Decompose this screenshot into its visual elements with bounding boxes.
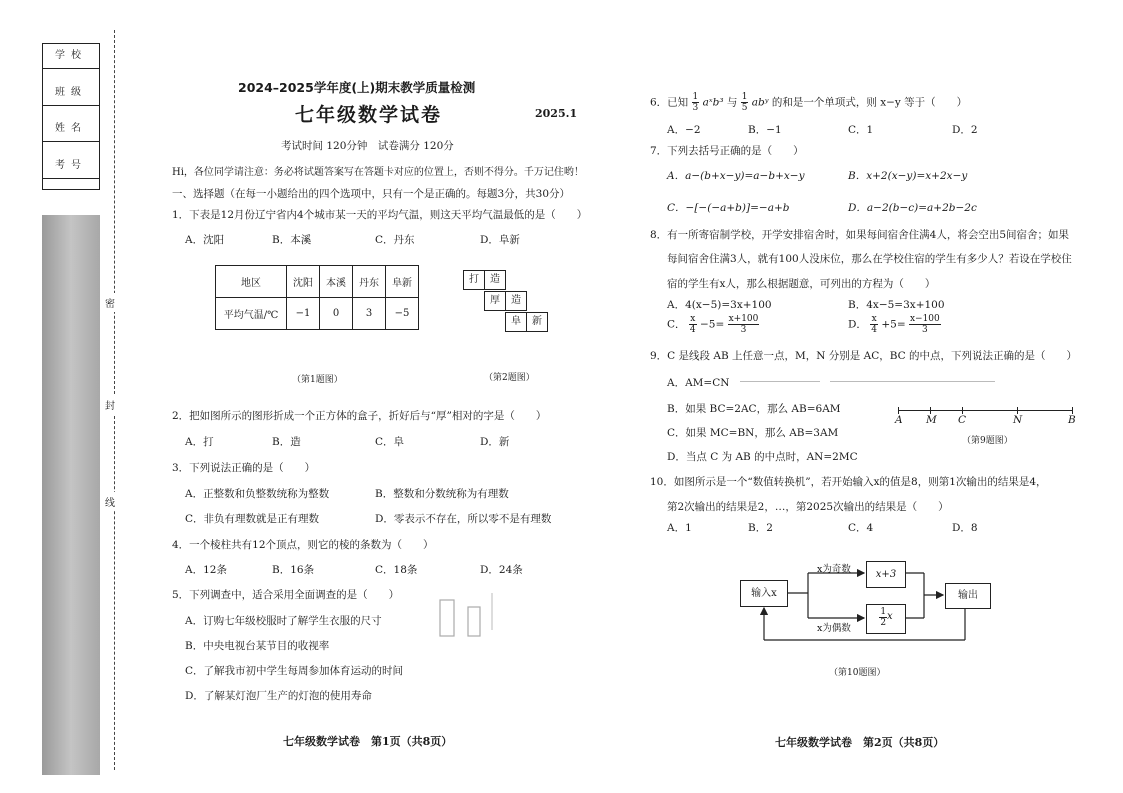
q5-option-d: D．了解某灯泡厂生产的灯泡的使用寿命 bbox=[185, 690, 372, 702]
net-cell: 打 bbox=[463, 270, 485, 290]
q1-stem: 1．下表是12月份辽宁省内4个城市某一天的平均气温，则这天平均气温最低的是（ ） bbox=[172, 209, 588, 221]
q7-option-a: A．a−(b+x−y)=a−b+x−y bbox=[667, 170, 805, 182]
q6-option-b: B．−1 bbox=[748, 124, 782, 136]
q3-stem: 3．下列说法正确的是（ ） bbox=[172, 462, 316, 474]
q6-option-d: D．2 bbox=[952, 124, 978, 136]
table-header: 沈阳 bbox=[287, 266, 320, 298]
net-cell: 造 bbox=[505, 291, 527, 311]
flow-output-box: 输出 bbox=[945, 583, 991, 609]
q7-option-d: D．a−2(b−c)=a+2b−2c bbox=[848, 202, 977, 214]
q6-stem: 6．已知 $\frac{1}{3}$ aˣb³ 与 $\frac{1}{5}$ abʸ 的和是一个单项式，则 x−y 等于（ ） bbox=[650, 92, 968, 113]
q10-option-b: B．2 bbox=[748, 522, 773, 534]
field-exam-number: 考号 bbox=[55, 160, 87, 171]
table-header: 地区 bbox=[216, 266, 287, 298]
net-cell: 造 bbox=[484, 270, 506, 290]
q2-option-c: C．阜 bbox=[375, 436, 405, 448]
flow-even-label: x为偶数 bbox=[817, 623, 851, 634]
net-cell: 厚 bbox=[484, 291, 506, 311]
q9-option-a: A．AM=CN bbox=[667, 377, 730, 389]
q9-option-b: B．如果 BC=2AC，那么 AB=6AM bbox=[667, 403, 841, 415]
q1-option-a: A．沈阳 bbox=[185, 234, 225, 246]
field-name: 姓名 bbox=[43, 117, 99, 142]
q8-line-1: 8．有一所寄宿制学校，开学安排宿舍时，如果每间宿舍住满4人，将会空出5间宿舍；如果 bbox=[650, 229, 1070, 241]
q4-option-c: C．18条 bbox=[375, 564, 418, 576]
q4-option-b: B．16条 bbox=[272, 564, 315, 576]
q1-option-b: B．本溪 bbox=[272, 234, 312, 246]
exam-name: 2024–2025学年度(上)期末教学质量检测 bbox=[238, 80, 476, 95]
q5-option-c: C．了解我市初中学生每周参加体育运动的时间 bbox=[185, 665, 404, 677]
q1-caption: （第1题图） bbox=[292, 375, 343, 385]
table-cell: 3 bbox=[353, 298, 386, 330]
q2-option-b: B．造 bbox=[272, 436, 301, 448]
point-b: B bbox=[1068, 414, 1076, 426]
q2-option-a: A．打 bbox=[185, 436, 214, 448]
q10-option-a: A．1 bbox=[667, 522, 692, 534]
flow-even-op: $\frac{1}{2}$ x bbox=[866, 604, 906, 634]
binding-strip bbox=[42, 215, 100, 775]
temperature-table bbox=[215, 265, 419, 330]
scan-artifact bbox=[740, 381, 820, 382]
q2-caption: （第2题图） bbox=[484, 373, 535, 383]
q3-option-c: C．非负有理数就是正有理数 bbox=[185, 513, 320, 525]
table-cell: −1 bbox=[287, 298, 320, 330]
time-info: 考试时间 120分钟 试卷满分 120分 bbox=[281, 140, 454, 152]
q5-option-b: B．中央电视台某节目的收视率 bbox=[185, 640, 330, 652]
seal-char-mi: 密 bbox=[105, 293, 115, 312]
q10-line-2: 第2次输出的结果是2，…，第2025次输出的结果是（ ） bbox=[667, 501, 949, 513]
q3-option-d: D．零表示不存在，所以零不是有理数 bbox=[375, 513, 552, 525]
scan-artifact bbox=[830, 381, 995, 382]
flow-input-box: 输入x bbox=[740, 580, 788, 607]
table-header: 阜新 bbox=[386, 266, 419, 298]
q8-option-c: C． $\frac{x}{4}$ −5= $\frac{x+100}{3}$ bbox=[667, 314, 759, 335]
net-cell: 新 bbox=[526, 312, 548, 332]
section-title: 一、选择题（在每一小题给出的四个选项中，只有一个是正确的。每题3分，共30分） bbox=[172, 188, 571, 200]
q2-option-d: D．新 bbox=[480, 436, 510, 448]
q6-option-c: C．1 bbox=[848, 124, 874, 136]
q1-option-c: C．丹东 bbox=[375, 234, 415, 246]
table-header: 丹东 bbox=[353, 266, 386, 298]
q10-option-c: C．4 bbox=[848, 522, 874, 534]
q7-option-c: C．−[−(−a+b)]=−a+b bbox=[667, 202, 790, 214]
table-cell: −5 bbox=[386, 298, 419, 330]
field-class: 班级 bbox=[43, 81, 99, 106]
point-n: N bbox=[1013, 414, 1023, 426]
q8-option-a: A．4(x−5)=3x+100 bbox=[667, 299, 772, 311]
point-m: M bbox=[926, 414, 937, 426]
q8-line-2: 每间宿舍住满3人，就有100人没床位，那么在学校住宿的学生有多少人？若设在学校住 bbox=[667, 253, 1072, 265]
q4-option-d: D．24条 bbox=[480, 564, 523, 576]
point-a: A bbox=[895, 414, 903, 426]
q8-option-d: D． $\frac{x}{4}$ +5= $\frac{x-100}{3}$ bbox=[848, 314, 940, 335]
q8-line-3: 宿的学生有x人，那么根据题意，可列出的方程为（ ） bbox=[667, 278, 936, 290]
q9-option-d: D．当点 C 为 AB 的中点时，AN=2MC bbox=[667, 451, 858, 463]
q3-option-a: A．正整数和负整数统称为整数 bbox=[185, 488, 330, 500]
q10-caption: （第10题图） bbox=[829, 668, 886, 678]
bleed-through-marks bbox=[430, 585, 520, 640]
q4-stem: 4．一个棱柱共有12个顶点，则它的棱的条数为（ ） bbox=[172, 539, 434, 551]
q8-option-b: B．4x−5=3x+100 bbox=[848, 299, 945, 311]
q1-option-d: D．阜新 bbox=[480, 234, 520, 246]
flow-odd-label: x为奇数 bbox=[817, 564, 851, 575]
q7-stem: 7．下列去括号正确的是（ ） bbox=[650, 145, 804, 157]
flow-odd-op: x+3 bbox=[866, 561, 906, 588]
q2-stem: 2．把如图所示的图形折成一个正方体的盒子，折好后与“厚”相对的字是（ ） bbox=[172, 410, 547, 422]
student-info-box bbox=[42, 43, 100, 190]
notice: Hi，各位同学请注意：务必将试题答案写在答题卡对应的位置上，否则不得分。千万记住哟！ bbox=[172, 167, 584, 178]
point-c: C bbox=[958, 414, 967, 426]
q9-stem: 9．C 是线段 AB 上任意一点，M，N 分别是 AC，BC 的中点，下列说法正确的是（ ） bbox=[650, 350, 1078, 362]
seal-char-feng: 封 bbox=[105, 395, 115, 414]
net-cell: 阜 bbox=[505, 312, 527, 332]
q3-option-b: B．整数和分数统称为有理数 bbox=[375, 488, 509, 500]
table-cell: 0 bbox=[320, 298, 353, 330]
q5-stem: 5．下列调查中，适合采用全面调查的是（ ） bbox=[172, 589, 400, 601]
q7-option-b: B．x+2(x−y)=x+2x−y bbox=[848, 170, 968, 182]
q5-option-a: A．订购七年级校服时了解学生衣服的尺寸 bbox=[185, 615, 382, 627]
q10-line-1: 10．如图所示是一个“数值转换机”，若开始输入x的值是8，则第1次输出的结果是4， bbox=[650, 476, 1047, 488]
field-school: 学校 bbox=[43, 44, 99, 69]
q4-option-a: A．12条 bbox=[185, 564, 227, 576]
table-header: 本溪 bbox=[320, 266, 353, 298]
page-title: 七年级数学试卷 bbox=[295, 104, 443, 126]
footer-page-2: 七年级数学试卷 第2页（共8页） bbox=[775, 736, 945, 749]
q10-option-d: D．8 bbox=[952, 522, 978, 534]
footer-page-1: 七年级数学试卷 第1页（共8页） bbox=[283, 735, 453, 748]
segment-ab bbox=[898, 410, 1073, 411]
q9-caption: （第9题图） bbox=[962, 436, 1013, 446]
exam-date: 2025.1 bbox=[535, 107, 578, 120]
q6-option-a: A．−2 bbox=[667, 124, 701, 136]
seal-char-xian: 线 bbox=[105, 492, 115, 511]
q9-option-c: C．如果 MC=BN，那么 AB=3AM bbox=[667, 427, 839, 439]
table-row-label: 平均气温/℃ bbox=[216, 298, 287, 330]
